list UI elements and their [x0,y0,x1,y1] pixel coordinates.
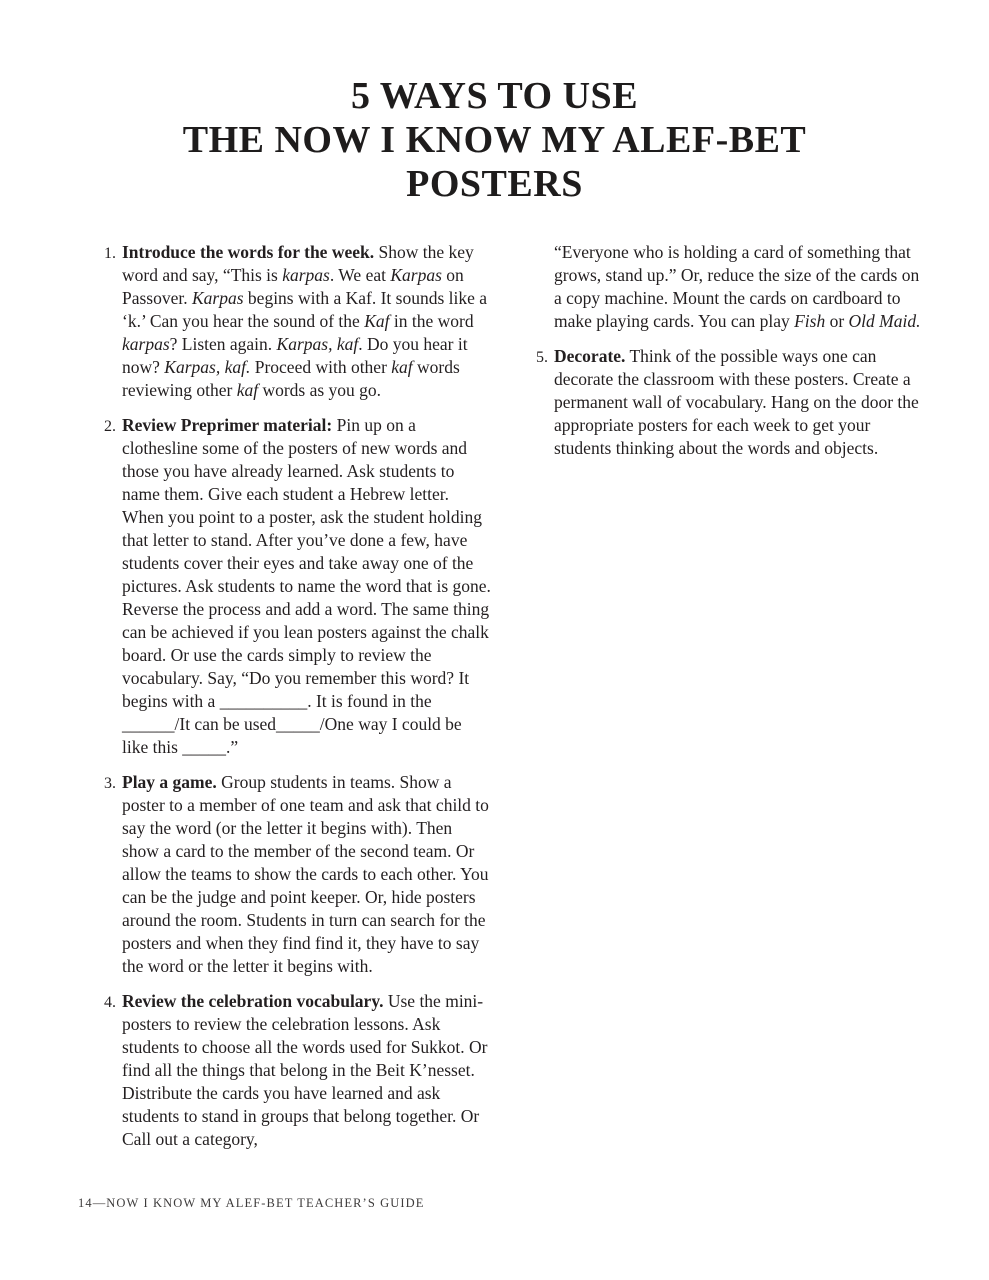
list-item [97,414,491,759]
item-text: Introduce the words for the week. Show the key word and say, “This is karpas. We eat Karpas on Passover. Karpas begins with a Kaf. It sounds like a ‘k.’ Can you hear the sound of the Kaf in the word karpas? Listen again. Karpas, kaf. Do you hear it now? Karpas, kaf. Proceed with other kaf words reviewing other kaf words as you go. [122,242,488,400]
left-column [97,241,491,1163]
list-item [97,241,491,402]
item-number: 4. [104,994,116,1011]
title-line-3: POSTERS [406,163,583,205]
item-number [529,241,554,333]
title-line-1: 5 WAYS TO USE [350,75,639,117]
list-item [529,345,923,460]
list-item [97,771,491,978]
item-text: “Everyone who is holding a card of something that grows, stand up.” Or, reduce the size of the cards on a copy machine. Mount the cards on cardboard to make playing cards. You can play Fish or Old Maid. [554,242,921,331]
item-text: Play a game. Group students in teams. Show a poster to a member of one team and ask that child to say the word (or the letter it begins with). Then show a card to the member of the second team. Or allow the teams to show the cards to each other. You can be the judge and point keeper. Or, hide posters around the room. Students in turn can search for the posters and when they find find it, they have to say the word or the letter it begins with. [122,772,489,976]
page-footer [78,1196,424,1211]
list-item-continuation [529,241,923,333]
item-number: 5. [536,349,548,366]
footer-text: 14—NOW I KNOW MY ALEF-BET TEACHER’S GUIDE [78,1196,425,1210]
item-text: Review Preprimer material: Pin up on a clothesline some of the posters of new words and those you have already learned. Ask students to name them. Give each student a Hebrew letter. When you point to a poster, ask the student holding that letter to stand. After you’ve done a few, have students cover their eyes and take away one of the pictures. Ask students to name the word that is gone. Reverse the process and add a word. The same thing can be achieved if you lean posters against the chalk board. Or use the cards simply to review the vocabulary. Say, “Do you remember this word? It begins with a __________. It is found in the ______/It can be used_____/One way I could be like this _____.” [122,415,491,757]
item-number: 2. [104,418,116,435]
item-number: 3. [104,775,116,792]
item-number: 1. [104,245,116,262]
item-text: Decorate. Think of the possible ways one can decorate the classroom with these posters. Create a permanent wall of vocabulary. Hang on the door the appropriate posters for each week to get your students thinking about the words and objects. [554,346,919,458]
right-column [529,241,923,1163]
content-columns [97,241,923,1163]
list-item [97,990,491,1151]
page-title [0,74,989,206]
item-text: Review the celebration vocabulary. Use the mini-posters to review the celebration lessons. Ask students to choose all the words used for Sukkot. Or find all the things that belong in the Beit K’nesset. Distribute the cards you have learned and ask students to stand in groups that belong together. Or Call out a category, [122,991,488,1149]
title-line-2: THE NOW I KNOW MY ALEF-BET [182,119,807,161]
